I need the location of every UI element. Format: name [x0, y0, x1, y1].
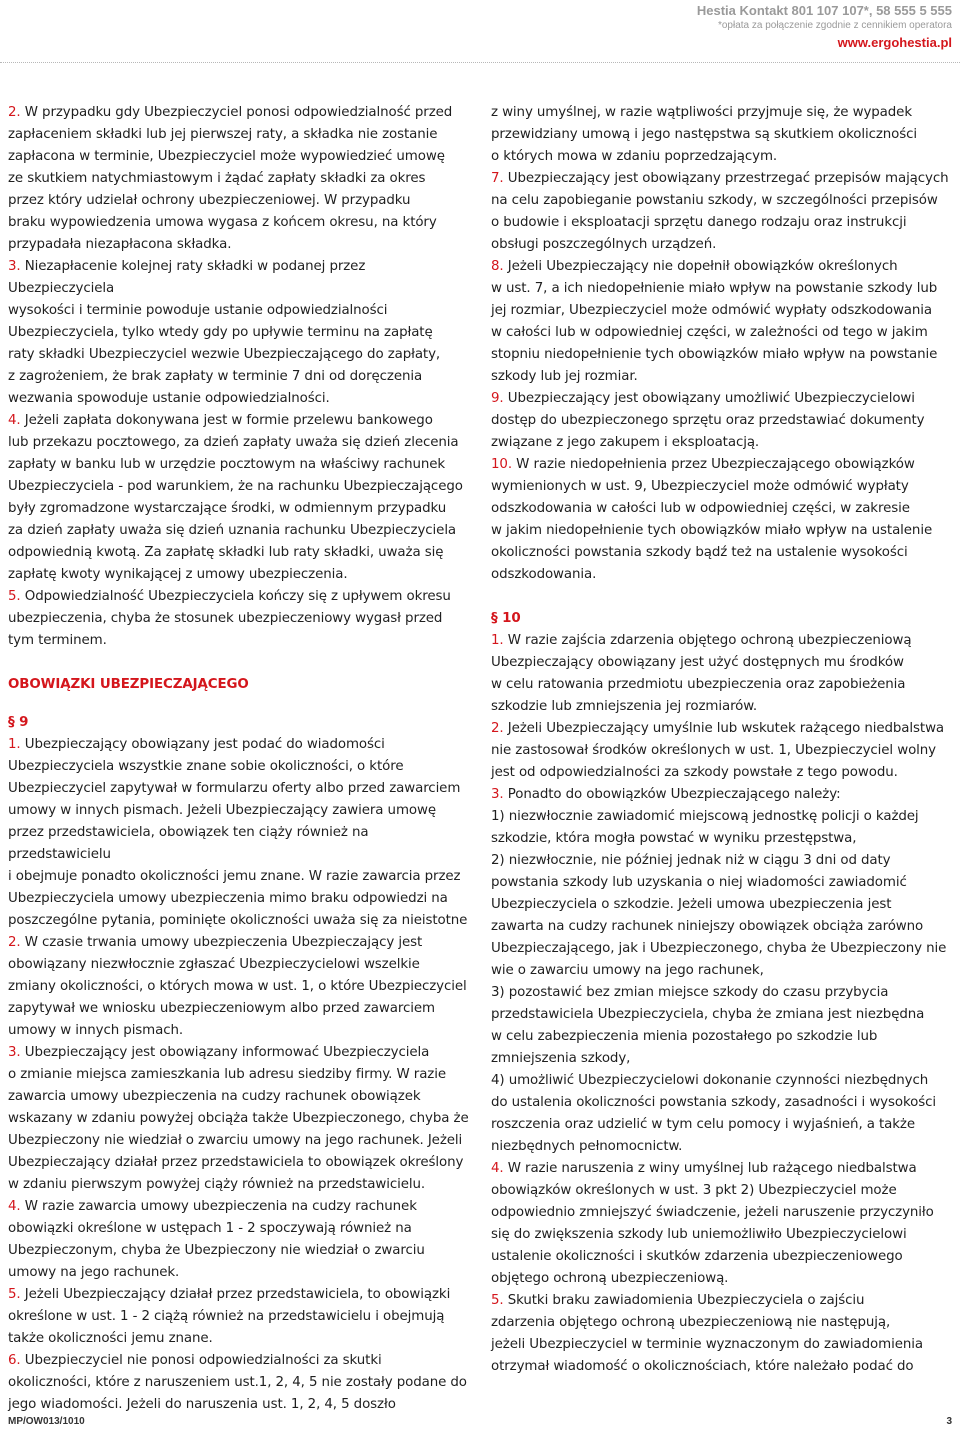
paragraph-line: [8, 212, 471, 234]
line-text: roszczenia oraz udzielić w tym celu pomocy i wyjaśnień, a także: [491, 1117, 915, 1132]
line-text: szkodzie lub zmniejszenia jej rozmiarów.: [491, 699, 758, 714]
paragraph-line: [491, 124, 954, 146]
paragraph-line: [8, 1064, 471, 1086]
paragraph-line: [8, 124, 471, 146]
line-text: wezwania spowoduje ustanie odpowiedzialności.: [8, 391, 330, 406]
line-text: W razie zajścia zdarzenia objętego ochroną ubezpieczeniową: [507, 633, 912, 648]
item-number: 3.: [491, 787, 504, 802]
item-number: 4.: [8, 1199, 21, 1214]
line-text: Jeżeli Ubezpieczający umyślnie lub wskutek rażącego niedbalstwa: [507, 721, 945, 736]
paragraph-line: [491, 300, 954, 322]
line-text: przez przedstawiciela, obowiązek ten ciąży również na przedstawicielu: [8, 825, 369, 862]
line-text: Ubezpieczyciela, tylko wtedy gdy po upływie terminu na zapłatę: [8, 325, 433, 340]
line-text: przypadała niezapłacona składka.: [8, 237, 232, 252]
paragraph-line: [491, 432, 954, 454]
line-text: przedstawiciela Ubezpieczyciela, chyba że zmiana jest niezbędna: [491, 1007, 925, 1022]
line-text: wymienionych w ust. 9, Ubezpieczyciel może odmówić wypłaty: [491, 479, 909, 494]
line-text: nie zastosował środków określonych w ust. 1, Ubezpieczyciel wolny: [491, 743, 936, 758]
line-text: umowy w innych pismach.: [8, 1023, 184, 1038]
line-text: obsługi poszczególnych urządzeń.: [491, 237, 717, 252]
line-text: na celu zapobieganie powstaniu szkody, w szczególności przepisów: [491, 193, 938, 208]
paragraph-line-first: [491, 1290, 954, 1312]
paragraph-line: [491, 806, 954, 828]
paragraph-line: [491, 1356, 954, 1378]
paragraph-line: [491, 872, 954, 894]
paragraph-line: [8, 498, 471, 520]
line-text: okoliczności, które z naruszeniem ust.1, 2, 4, 5 nie zostały podane do: [8, 1375, 467, 1390]
line-text: W czasie trwania umowy ubezpieczenia Ubezpieczający jest: [24, 935, 423, 950]
paragraph-line: [491, 212, 954, 234]
line-text: za dzień zapłaty uważa się dzień uznania rachunku Ubezpieczyciela: [8, 523, 457, 538]
line-text: Jeżeli Ubezpieczający nie dopełnił obowiązków określonych: [507, 259, 898, 274]
line-text: zawarcia umowy ubezpieczenia na cudzy rachunek obowiązek: [8, 1089, 421, 1104]
line-text: Ponadto do obowiązków Ubezpieczającego należy:: [507, 787, 841, 802]
paragraph-line: [8, 564, 471, 586]
line-text: obowiązany niezwłocznie zgłaszać Ubezpieczycielowi wszelkie: [8, 957, 420, 972]
paragraph-line-first: [491, 388, 954, 410]
paragraph-line-first: [8, 1042, 471, 1064]
paragraph-line: [8, 1152, 471, 1174]
paragraph-line-first: [491, 256, 954, 278]
paragraph-line: [8, 976, 471, 998]
line-text: ze skutkiem natychmiastowym i żądać zapłaty składki za okres: [8, 171, 426, 186]
paragraph-line: [491, 190, 954, 212]
paragraph-line: [8, 608, 471, 630]
line-text: w celu zabezpieczenia mienia pozostałego po szkodzie lub: [491, 1029, 878, 1044]
line-text: poszczególne pytania, pominięte okoliczności uważa się za nieistotne: [8, 913, 468, 928]
line-text: jego wiadomości. Jeżeli do naruszenia ust. 1, 2, 4, 5 doszło: [8, 1397, 396, 1412]
paragraph-line: [8, 190, 471, 212]
line-text: raty składki Ubezpieczyciel wezwie Ubezpieczającego do zapłaty,: [8, 347, 441, 362]
paragraph-line: [491, 652, 954, 674]
right-items-2: [491, 630, 954, 1378]
line-text: niezbędnych pełnomocnictw.: [491, 1139, 683, 1154]
line-text: W razie zawarcia umowy ubezpieczenia na cudzy rachunek: [24, 1199, 417, 1214]
paragraph-line: [8, 756, 471, 778]
item-number: 1.: [491, 633, 504, 648]
paragraph-line: [491, 1092, 954, 1114]
paragraph-line: [491, 410, 954, 432]
line-text: w ust. 7, a ich niedopełnienie miało wpływ na powstanie szkody lub: [491, 281, 938, 296]
paragraph-line: [8, 866, 471, 888]
paragraph-line-first: [491, 718, 954, 740]
line-text: umowy w innych pismach. Jeżeli Ubezpieczający zawiera umowę: [8, 803, 436, 818]
paragraph-line: [491, 674, 954, 696]
paragraph-line: [491, 740, 954, 762]
line-text: jej rozmiar, Ubezpieczyciel może odmówić wypłaty odszkodowania: [491, 303, 933, 318]
line-text: szkody lub jej rozmiar.: [491, 369, 638, 384]
paragraph-line: [8, 476, 471, 498]
line-text: 2) niezwłocznie, nie później jednak niż w ciągu 3 dni od daty: [491, 853, 891, 868]
item-number: 4.: [491, 1161, 504, 1176]
paragraph-line: [8, 910, 471, 932]
paragraph-line-first: [8, 734, 471, 756]
line-text: się do zwiększenia szkody lub uniemożliwiło Ubezpieczycielowi: [491, 1227, 907, 1242]
paragraph-line: [491, 1180, 954, 1202]
line-text: z zagrożeniem, że brak zapłaty w terminie 7 dni od doręczenia: [8, 369, 423, 384]
line-text: zmiany okoliczności, o których mowa w ust. 1, o które Ubezpieczyciel: [8, 979, 467, 994]
line-text: do ustalenia okoliczności powstania szkody, zasadności i wysokości: [491, 1095, 937, 1110]
line-text: W razie niedopełnienia przez Ubezpieczającego obowiązków: [516, 457, 915, 472]
line-text: o budowie i eksploatacji sprzętu danego rodzaju oraz instrukcji: [491, 215, 907, 230]
paragraph-line-first: [8, 1196, 471, 1218]
paragraph-line: [491, 1246, 954, 1268]
item-number: 9.: [491, 391, 504, 406]
line-text: zapytywał we wniosku ubezpieczeniowym albo przed zawarciem: [8, 1001, 435, 1016]
paragraph-line: [8, 388, 471, 410]
paragraph-line-first: [8, 1350, 471, 1372]
line-text: okoliczności powstania szkody bądź też na ustalenie wysokości: [491, 545, 908, 560]
item-number: 7.: [491, 171, 504, 186]
item-number: 4.: [8, 413, 21, 428]
paragraph-line: [8, 300, 471, 322]
line-text: Niezapłacenie kolejnej raty składki w podanej przez Ubezpieczyciela: [8, 259, 366, 296]
paragraph-line: [8, 1218, 471, 1240]
paragraph-line: [8, 1020, 471, 1042]
line-text: zdarzenia objętego ochroną ubezpieczeniową nie następują,: [491, 1315, 891, 1330]
contact-note: *opłata za połączenie zgodnie z cennikiem operatora: [717, 20, 952, 31]
line-text: przewidziany umową i jego następstwa są skutkiem okoliczności: [491, 127, 918, 142]
line-text: jeżeli Ubezpieczyciel w terminie wyznaczonym do zawiadomienia: [491, 1337, 923, 1352]
section-number-10: § 10: [491, 611, 521, 626]
line-text: wysokości i terminie powoduje ustanie odpowiedzialności: [8, 303, 388, 318]
line-text: zapłaceniem składki lub jej pierwszej raty, a składka nie zostanie: [8, 127, 438, 142]
line-text: 3) pozostawić bez zmian miejsce szkody do czasu przybycia: [491, 985, 889, 1000]
line-text: Ubezpieczyciel zapytywał w formularzu oferty albo przed zawarciem: [8, 781, 461, 796]
line-text: obowiązków określonych w ust. 3 pkt 2) Ubezpieczyciel może: [491, 1183, 897, 1198]
right-items: [491, 102, 954, 586]
paragraph-line: [8, 1174, 471, 1196]
line-text: Ubezpieczający jest obowiązany informować Ubezpieczyciela: [24, 1045, 430, 1060]
item-number: 5.: [8, 1287, 21, 1302]
paragraph-line: [8, 778, 471, 800]
line-text: lub przekazu pocztowego, za dzień zapłaty uważa się dzień zlecenia: [8, 435, 459, 450]
line-text: o których mowa w zdaniu poprzedzającym.: [491, 149, 778, 164]
paragraph-line: [491, 1004, 954, 1026]
line-text: Odpowiedzialność Ubezpieczyciela kończy się z upływem okresu: [24, 589, 451, 604]
paragraph-line: [8, 432, 471, 454]
paragraph-line: [8, 542, 471, 564]
paragraph-line: [491, 344, 954, 366]
paragraph-line-first: [8, 410, 471, 432]
paragraph-line-first: [491, 630, 954, 652]
line-text: i obejmuje ponadto okoliczności jemu znane. W razie zawarcia przez: [8, 869, 461, 884]
line-text: braku wypowiedzenia umowa wygasa z końcem okresu, na który: [8, 215, 437, 230]
paragraph-line: [491, 850, 954, 872]
line-text: ubezpieczenia, chyba że stosunek ubezpieczeniowy wygasł przed: [8, 611, 443, 626]
line-text: przez który udzielał ochrony ubezpieczeniowej. W przypadku: [8, 193, 411, 208]
line-text: 1) niezwłocznie zawiadomić miejscową jednostkę policji o każdej: [491, 809, 919, 824]
paragraph-line: [8, 366, 471, 388]
paragraph-line: [491, 1026, 954, 1048]
line-text: W razie naruszenia z winy umyślnej lub rażącego niedbalstwa: [507, 1161, 917, 1176]
left-column: [8, 102, 471, 1416]
paragraph-line: [491, 982, 954, 1004]
paragraph-line-first: [8, 256, 471, 300]
line-text: w całości lub w odpowiedniej części, w zależności od tego w jakim: [491, 325, 928, 340]
paragraph-line: [491, 278, 954, 300]
line-text: otrzymał wiadomość o okolicznościach, które należało podać do: [491, 1359, 914, 1374]
line-text: Ubezpieczyciela - pod warunkiem, że na rachunku Ubezpieczającego: [8, 479, 463, 494]
line-text: Ubezpieczyciela wszystkie znane sobie okoliczności, o które: [8, 759, 404, 774]
item-number: 5.: [8, 589, 21, 604]
paragraph-line: [8, 454, 471, 476]
paragraph-line-first: [491, 102, 954, 124]
line-text: Ubezpieczyciela o szkodzie. Jeżeli umowa ubezpieczenia jest: [491, 897, 892, 912]
line-text: o zmianie miejsca zamieszkania lub adresu siedziby firmy. W razie: [8, 1067, 446, 1082]
paragraph-line: [8, 822, 471, 866]
line-text: były zgromadzone wystarczające środki, w odmiennym przypadku: [8, 501, 447, 516]
line-text: związane z jego zakupem i eksploatacją.: [491, 435, 760, 450]
paragraph-line: [8, 1394, 471, 1416]
paragraph-line: [8, 630, 471, 652]
paragraph-line-first: [491, 784, 954, 806]
paragraph-line: [491, 1334, 954, 1356]
paragraph-line: [491, 894, 954, 916]
item-number: 2.: [8, 105, 21, 120]
paragraph-line: [8, 168, 471, 190]
paragraph-line-first: [8, 586, 471, 608]
paragraph-line: [491, 542, 954, 564]
item-number: 6.: [8, 1353, 21, 1368]
line-text: W przypadku gdy Ubezpieczyciel ponosi odpowiedzialność przed: [24, 105, 453, 120]
header-divider: [0, 62, 960, 63]
paragraph-line: [8, 1306, 471, 1328]
line-text: zapłaty w banku lub w urzędzie pocztowym na właściwy rachunek: [8, 457, 446, 472]
line-text: Ubezpieczyciel nie ponosi odpowiedzialności za skutki: [24, 1353, 382, 1368]
line-text: w celu ratowania przedmiotu ubezpieczenia oraz zapobieżenia: [491, 677, 906, 692]
line-text: w jakim niedopełnienie tych obowiązków miało wpływ na ustalenie: [491, 523, 933, 538]
paragraph-line: [491, 938, 954, 960]
paragraph-line: [491, 498, 954, 520]
paragraph-line: [491, 322, 954, 344]
line-text: wskazany w zdaniu powyżej obciąża także Ubezpieczonego, chyba że: [8, 1111, 469, 1126]
line-text: obowiązki określone w ustępach 1 - 2 spoczywają również na: [8, 1221, 412, 1236]
line-text: Ubezpieczający jest obowiązany przestrzegać przepisów mających: [507, 171, 949, 186]
section-number-9: § 9: [8, 715, 29, 730]
paragraph-line: [491, 828, 954, 850]
paragraph-line: [8, 954, 471, 976]
line-text: także okoliczności jemu znane.: [8, 1331, 213, 1346]
section-heading: OBOWIĄZKI UBEZPIECZAJĄCEGO: [8, 677, 249, 692]
paragraph-line-first: [8, 1284, 471, 1306]
paragraph-line: [8, 1108, 471, 1130]
line-text: Ubezpieczający obowiązany jest podać do wiadomości: [24, 737, 385, 752]
paragraph-line: [491, 520, 954, 542]
line-text: zmniejszenia szkody,: [491, 1051, 631, 1066]
paragraph-line-first: [491, 168, 954, 190]
left-items-2: [8, 734, 471, 1416]
item-number: 10.: [491, 457, 512, 472]
line-text: Jeżeli zapłata dokonywana jest w formie przelewu bankowego: [24, 413, 433, 428]
line-text: Ubezpieczającego, jak i Ubezpieczonego, chyba że Ubezpieczony nie: [491, 941, 947, 956]
paragraph-line: [8, 1328, 471, 1350]
line-text: zapłatę kwoty wynikającej z umowy ubezpieczenia.: [8, 567, 348, 582]
paragraph-line: [491, 146, 954, 168]
paragraph-line: [8, 998, 471, 1020]
line-text: Ubezpieczonym, chyba że Ubezpieczony nie wiedział o zwarciu: [8, 1243, 425, 1258]
paragraph-line: [491, 564, 954, 586]
paragraph-line: [491, 1048, 954, 1070]
item-number: 2.: [8, 935, 21, 950]
line-text: umowy na jego rachunek.: [8, 1265, 180, 1280]
line-text: zapłacona w terminie, Ubezpieczyciel może wypowiedzieć umowę: [8, 149, 445, 164]
line-text: określone w ust. 1 - 2 ciążą również na przedstawicielu i obejmują: [8, 1309, 445, 1324]
paragraph-line: [491, 696, 954, 718]
line-text: Ubezpieczyciela umowy ubezpieczenia mimo braku odpowiedzi na: [8, 891, 448, 906]
paragraph-line: [8, 344, 471, 366]
line-text: objętego ochroną ubezpieczeniową.: [491, 1271, 729, 1286]
contact-line: Hestia Kontakt 801 107 107*, 58 555 5 555: [696, 3, 952, 18]
paragraph-line: [491, 1224, 954, 1246]
paragraph-line: [491, 916, 954, 938]
paragraph-line: [8, 888, 471, 910]
paragraph-line-first: [491, 454, 954, 476]
line-text: Ubezpieczający działał przez przedstawiciela to obowiązek określony: [8, 1155, 464, 1170]
line-text: 4) umożliwić Ubezpieczycielowi dokonanie czynności niezbędnych: [491, 1073, 929, 1088]
paragraph-line: [491, 1136, 954, 1158]
left-items: [8, 102, 471, 652]
line-text: Skutki braku zawiadomienia Ubezpieczyciela o zajściu: [507, 1293, 865, 1308]
line-text: Ubezpieczający obowiązany jest użyć dostępnych mu środków: [491, 655, 904, 670]
item-number: 8.: [491, 259, 504, 274]
paragraph-line: [491, 1114, 954, 1136]
line-text: z winy umyślnej, w razie wątpliwości przyjmuje się, że wypadek: [491, 105, 912, 120]
item-number: 1.: [8, 737, 21, 752]
line-text: odszkodowania w całości lub w odpowiedniej części, w zakresie: [491, 501, 910, 516]
line-text: tym terminem.: [8, 633, 107, 648]
line-text: w zdaniu pierwszym powyżej ciąży również na przedstawicielu.: [8, 1177, 426, 1192]
item-number: 2.: [491, 721, 504, 736]
paragraph-line: [491, 1312, 954, 1334]
line-text: ustalenie okoliczności i skutków zdarzenia ubezpieczeniowego: [491, 1249, 903, 1264]
line-text: zawarta na cudzy rachunek niniejszy obowiązek obciąża zarówno: [491, 919, 924, 934]
item-number: 3.: [8, 1045, 21, 1060]
paragraph-line: [491, 366, 954, 388]
line-text: Jeżeli Ubezpieczający działał przez przedstawiciela, to obowiązki: [24, 1287, 451, 1302]
paragraph-line: [491, 1070, 954, 1092]
page-header: [697, 0, 952, 51]
item-number: 5.: [491, 1293, 504, 1308]
item-number: 3.: [8, 259, 21, 274]
line-text: jest od odpowiedzialności za szkody powstałe z tego powodu.: [491, 765, 898, 780]
paragraph-line: [491, 1202, 954, 1224]
paragraph-line: [8, 1240, 471, 1262]
line-text: wie o zawarciu umowy na jego rachunek,: [491, 963, 764, 978]
paragraph-line: [491, 1268, 954, 1290]
line-text: Ubezpieczony nie wiedział o zwarciu umowy na jego rachunek. Jeżeli: [8, 1133, 463, 1148]
paragraph-line: [8, 322, 471, 344]
document-code: MP/OW013/1010: [8, 1416, 85, 1427]
paragraph-line: [491, 960, 954, 982]
paragraph-line: [491, 476, 954, 498]
line-text: Ubezpieczający jest obowiązany umożliwić Ubezpieczycielowi: [507, 391, 915, 406]
line-text: powstania szkody lub uzyskania o niej wiadomości zawiadomić: [491, 875, 907, 890]
line-text: odszkodowania.: [491, 567, 597, 582]
line-text: odpowiednią kwotą. Za zapłatę składki lub raty składki, uważa się: [8, 545, 444, 560]
paragraph-line-first: [8, 932, 471, 954]
line-text: stopniu niedopełnienie tych obowiązków miało wpływ na powstanie: [491, 347, 938, 362]
paragraph-line: [8, 1130, 471, 1152]
paragraph-line: [8, 1372, 471, 1394]
right-column: [491, 102, 954, 1378]
paragraph-line: [8, 146, 471, 168]
paragraph-line: [491, 234, 954, 256]
line-text: odpowiednio zmniejszyć świadczenie, jeżeli naruszenie przyczyniło: [491, 1205, 934, 1220]
website-link[interactable]: www.ergohestia.pl: [837, 35, 952, 50]
paragraph-line: [8, 520, 471, 542]
paragraph-line: [8, 234, 471, 256]
paragraph-line: [491, 762, 954, 784]
paragraph-line-first: [491, 1158, 954, 1180]
line-text: szkodzie, która mogła powstać w wyniku przestępstwa,: [491, 831, 857, 846]
paragraph-line: [8, 800, 471, 822]
line-text: dostęp do ubezpieczonego sprzętu oraz przedstawiać dokumenty: [491, 413, 925, 428]
paragraph-line-first: [8, 102, 471, 124]
paragraph-line: [8, 1086, 471, 1108]
paragraph-line: [8, 1262, 471, 1284]
page-number: 3: [946, 1416, 952, 1427]
